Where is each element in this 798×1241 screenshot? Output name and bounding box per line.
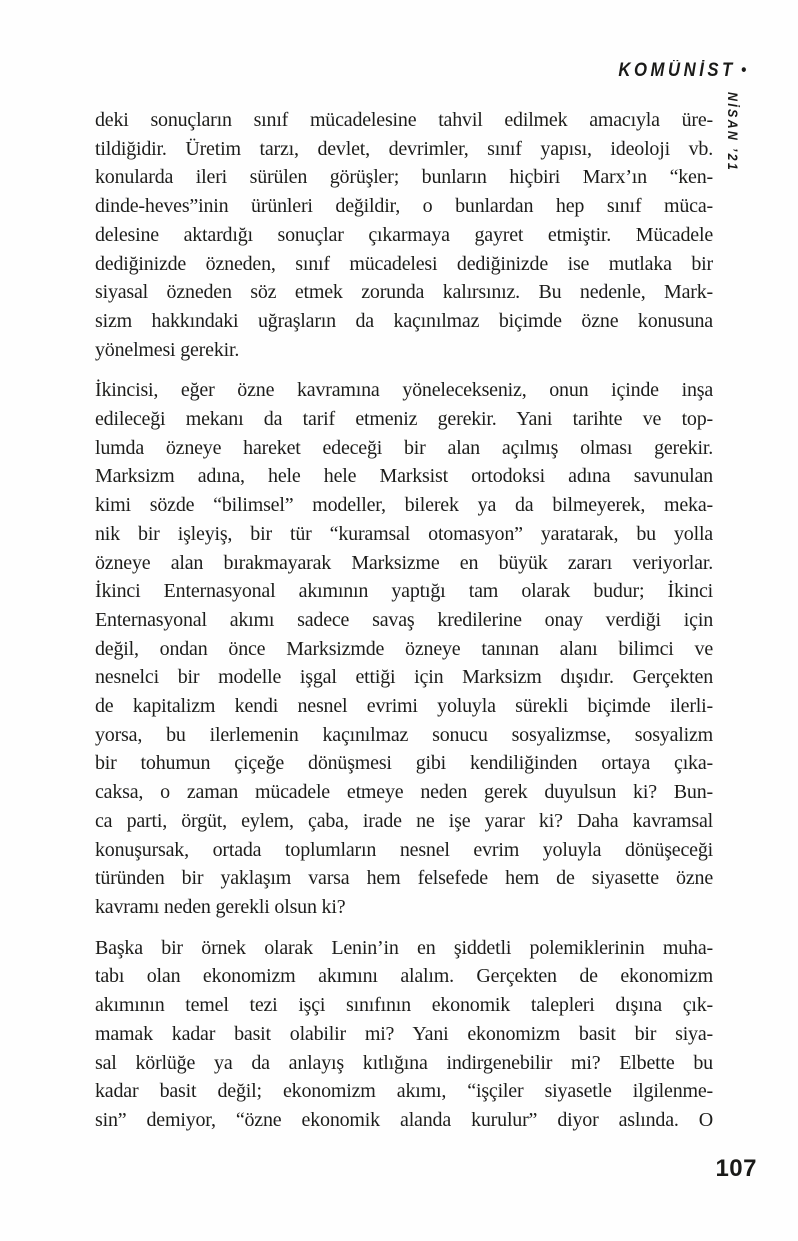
- magazine-title: KOMÜNİST: [618, 60, 736, 81]
- text-line: konularda ileri sürülen görüşler; bunların hiçbiri Marx’ın “ken-: [95, 166, 713, 189]
- running-head: [618, 60, 746, 82]
- paragraph: [95, 106, 713, 364]
- bullet-icon: •: [740, 60, 746, 79]
- text-line: mamak kadar basit olabilir mi? Yani ekonomizm basit bir siya-: [95, 1022, 713, 1045]
- text-line: lumda özneye hareket edeceği bir alan açılmış olması gerekir.: [95, 436, 713, 459]
- text-line: Başka bir örnek olarak Lenin’in en şiddetli polemiklerinin muha-: [95, 936, 713, 959]
- text-line: delesine aktardığı sonuçlar çıkarmaya gayret etmiştir. Mücadele: [95, 223, 713, 246]
- text-line: nik bir işleyiş, bir tür “kuramsal otomasyon” yaratarak, bu yolla: [95, 522, 713, 545]
- text-line: İkinci Enternasyonal akımının yaptığı tam olarak budur; İkinci: [95, 580, 713, 603]
- issue-date: NİSAN ’21: [725, 92, 740, 173]
- text-line: akımının temel tezi işçi sınıfının ekonomik talepleri dışına çık-: [95, 994, 713, 1017]
- text-line: deki sonuçların sınıf mücadelesine tahvil edilmek amacıyla üre-: [95, 109, 713, 131]
- text-line: konuşursak, ortada toplumların nesnel evrim yoluyla dönüşeceği: [95, 838, 713, 861]
- page-number: 107: [715, 1155, 757, 1182]
- text-line: bir tohumun çiçeğe dönüşmesi gibi kendiliğinden ortaya çıka-: [95, 752, 713, 775]
- text-line: siyasal özneden söz etmek zorunda kalırsınız. Bu nedenle, Mark-: [95, 281, 713, 304]
- text-line: edileceği mekanı da tarif etmeniz gerekir. Yani tarihte ve top-: [95, 408, 713, 431]
- text-line: caksa, o zaman mücadele etmeye neden gerek duyulsun ki? Bun-: [95, 781, 713, 804]
- text-line: türünden bir yaklaşım varsa hem felsefede hem de siyasette özne: [95, 867, 713, 890]
- text-line: değil, ondan önce Marksizmde özneye tanınan alanı bilimci ve: [95, 637, 713, 660]
- paragraph: [95, 376, 713, 921]
- text-line: dinde-heves”inin ürünleri değildir, o bunlardan hep sınıf müca-: [95, 195, 713, 218]
- text-line: nesnelci bir modelle işgal ettiği için Marksizm dışıdır. Gerçekten: [95, 666, 713, 689]
- body-text: [95, 106, 713, 1147]
- text-line: sin” demiyor, “özne ekonomik alanda kurulur” diyor aslında. O: [95, 1108, 713, 1131]
- text-line: ca parti, örgüt, eylem, çaba, irade ne işe yarar ki? Daha kavramsal: [95, 809, 713, 832]
- text-line: Marksizm adına, hele hele Marksist ortodoksi adına savunulan: [95, 465, 713, 488]
- text-line: yönelmesi gerekir.: [95, 338, 240, 361]
- paragraph: [95, 934, 713, 1135]
- text-line: yorsa, bu ilerlemenin kaçınılmaz sonucu sosyalizmse, sosyalizm: [95, 723, 713, 746]
- text-line: sal körlüğe ya da anlayış kıtlığına indirgenebilir mi? Elbette bu: [95, 1051, 713, 1074]
- text-line: de kapitalizm kendi nesnel evrimi yoluyla sürekli biçimde ilerli-: [95, 695, 713, 718]
- text-line: kavramı neden gerekli olsun ki?: [95, 895, 346, 918]
- text-line: tabı olan ekonomizm akımını alalım. Gerçekten de ekonomizm: [95, 965, 713, 988]
- text-line: tildiğidir. Üretim tarzı, devlet, devrimler, sınıf yapısı, ideoloji vb.: [95, 137, 713, 160]
- text-line: İkincisi, eğer özne kavramına yönelecekseniz, onun içinde inşa: [95, 379, 713, 402]
- text-line: sizm hakkındaki uğraşların da kaçınılmaz biçimde özne konusuna: [95, 309, 713, 332]
- text-line: Enternasyonal akımı sadece savaş kredilerine onay verdiği için: [95, 608, 713, 631]
- text-line: kimi sözde “bilimsel” modeller, bilerek ya da bilmeyerek, meka-: [95, 494, 713, 517]
- text-line: kadar basit değil; ekonomizm akımı, “işçiler siyasetle ilgilenme-: [95, 1080, 713, 1103]
- text-line: dediğinizde özneden, sınıf mücadelesi dediğinizde ise mutlaka bir: [95, 252, 713, 275]
- text-line: özneye alan bırakmayarak Marksizme en büyük zararı veriyorlar.: [95, 551, 713, 574]
